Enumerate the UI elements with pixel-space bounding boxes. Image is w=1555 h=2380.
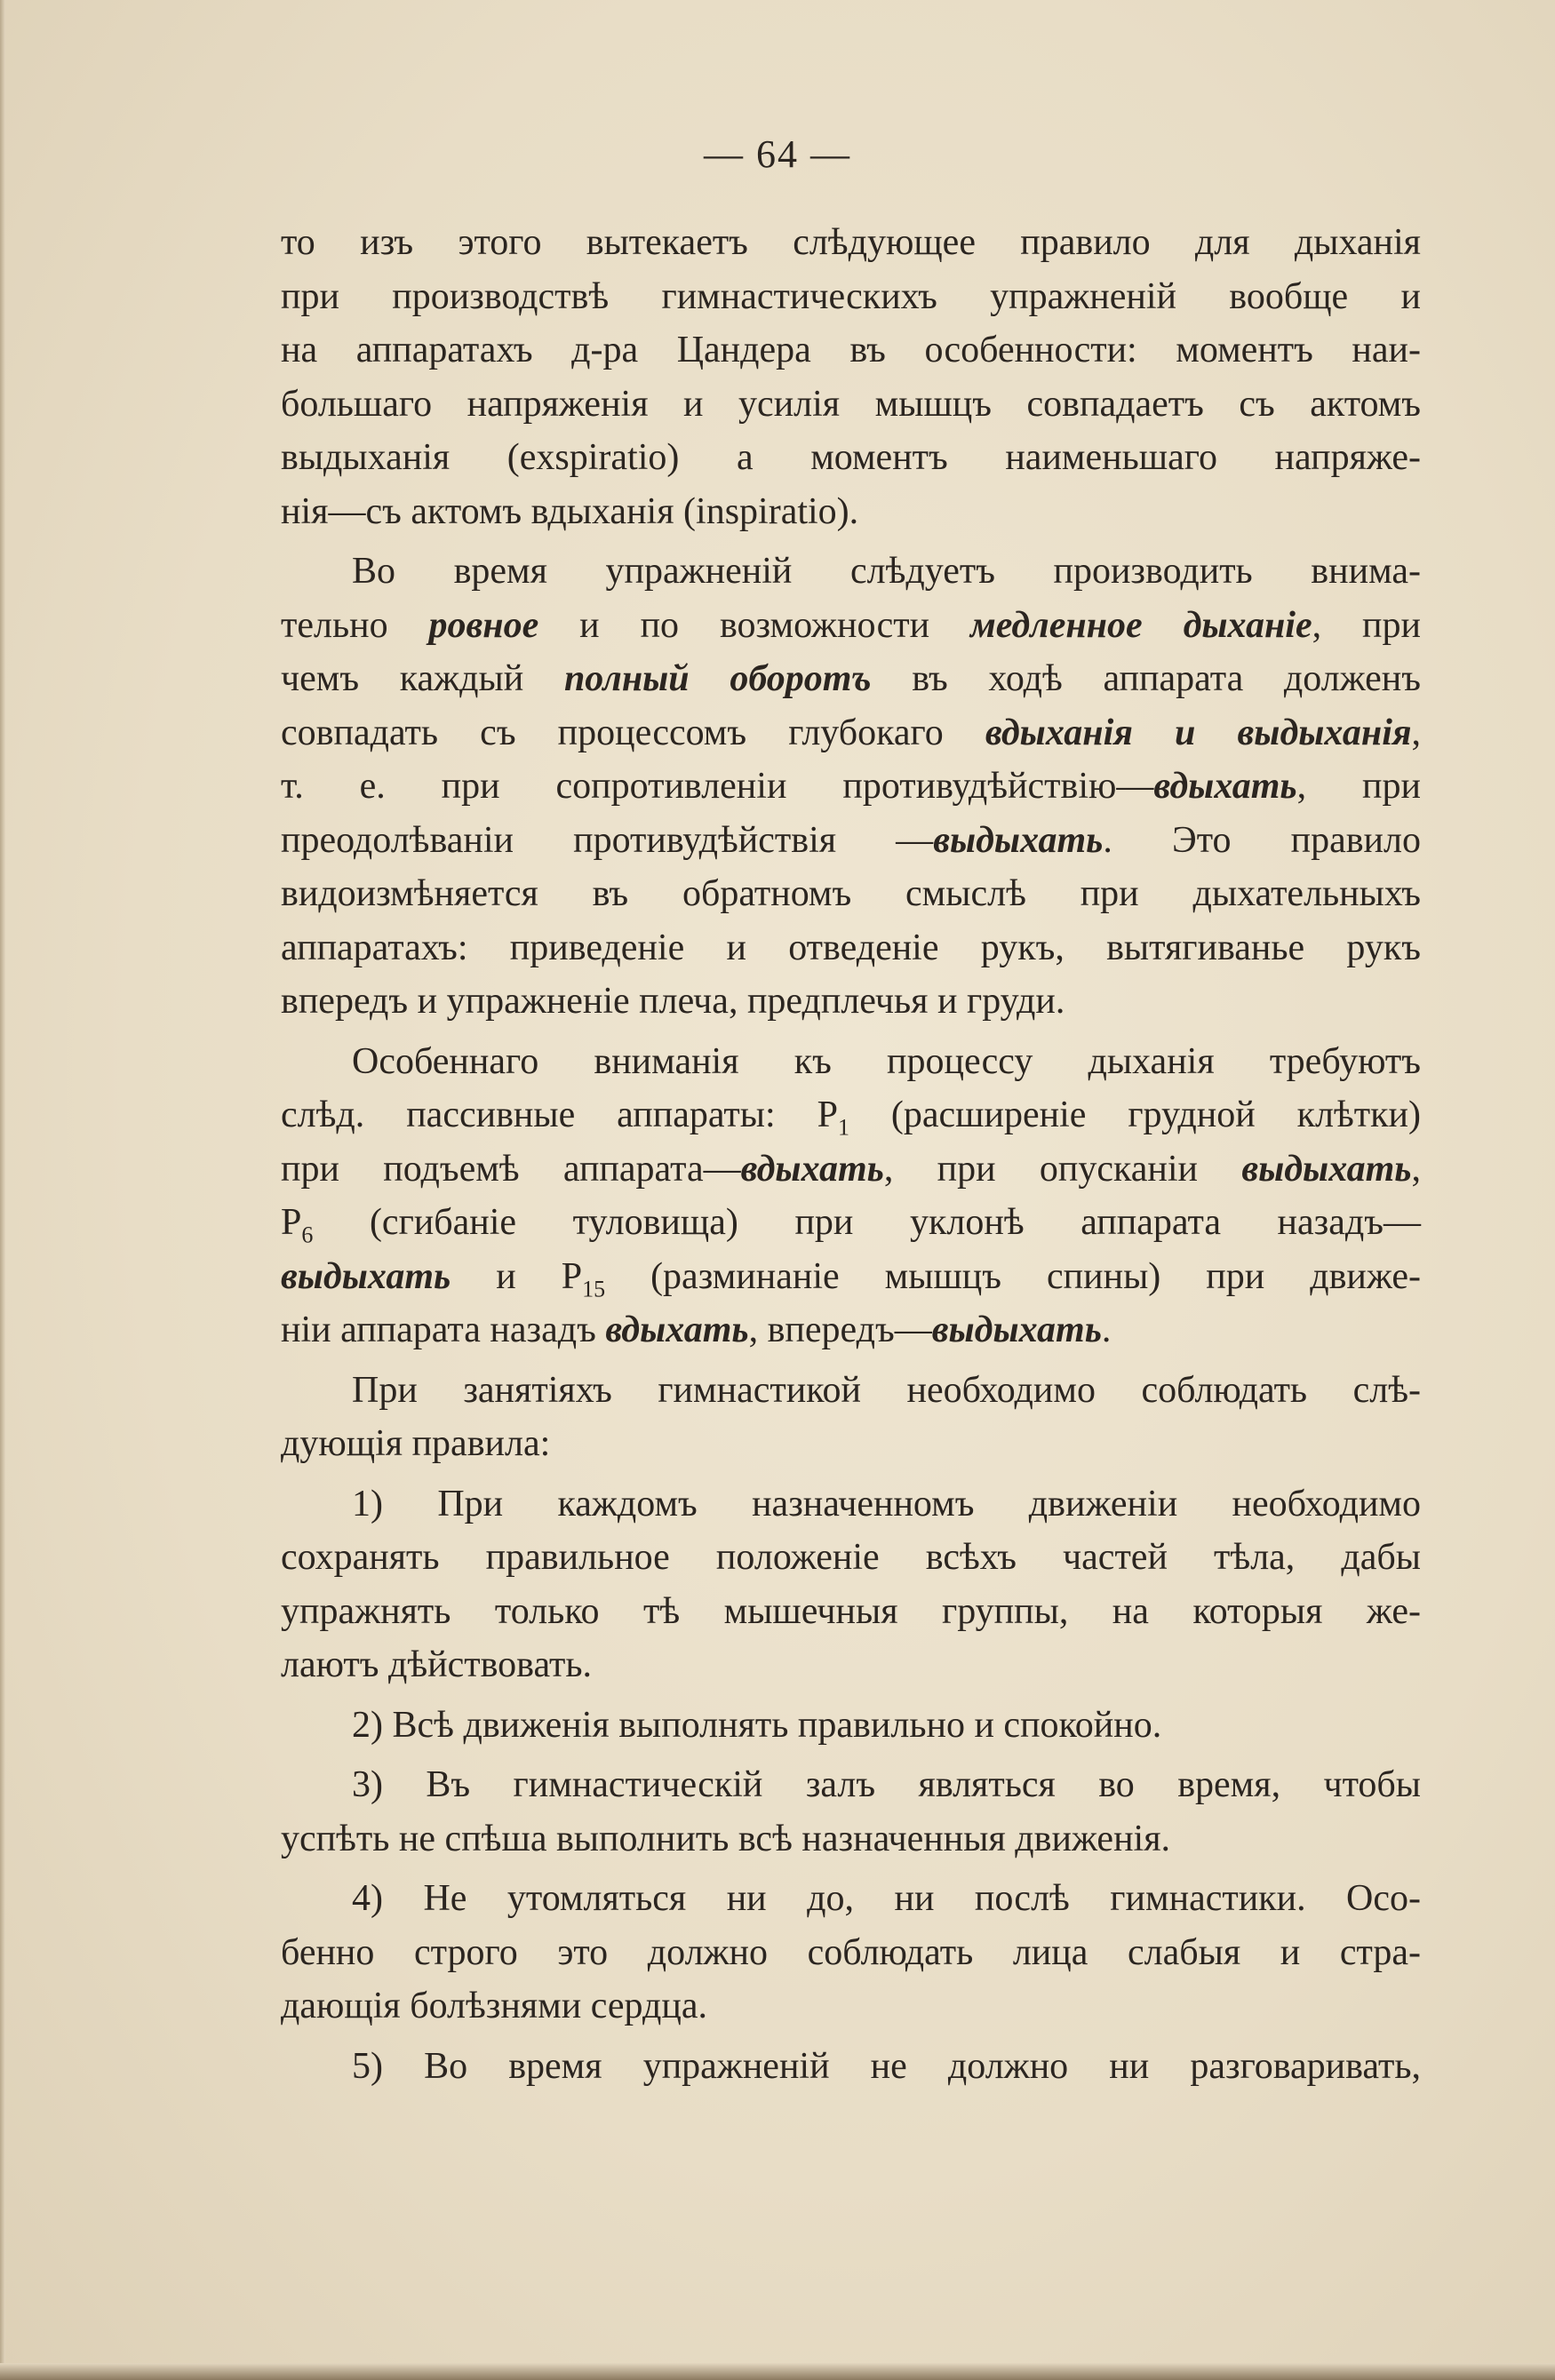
emphasis-text: полный оборотъ [563,658,872,699]
paragraph [281,545,1421,1029]
emphasis-text: вдыхать [1153,766,1297,807]
emphasis-text: вдыханія и выдыханія [985,712,1412,753]
text-segment: бенно строго это должно соблюдать лица слабыя и стра- [281,1931,1421,1973]
text-segment: При занятіяхъ гимнастикой необходимо соблюдать слѣ- [352,1369,1421,1411]
text-segment: . Это правило [1103,819,1421,861]
text-segment: видоизмѣняется въ обратномъ смыслѣ при дыхательныхъ [281,873,1421,914]
text-segment: (разминаніе мышцъ спины) при движе- [605,1255,1421,1297]
page-bottom-edge [0,2363,1555,2380]
text-line [281,1699,1421,1753]
text-segment: дающія болѣзнями сердца. [281,1986,707,2026]
text-segment: успѣть не спѣша выполнить всѣ назначенныя движенія. [281,1818,1171,1859]
emphasis-text: вдыхать [740,1148,884,1190]
text-segment: упражнять только тѣ мышечныя группы, на которыя же- [281,1590,1421,1632]
text-segment: аппаратахъ: приведеніе и отведеніе рукъ, вытягиванье рукъ [281,927,1421,968]
text-line [281,1585,1421,1639]
text-segment: совпадать съ процессомъ глубокаго [281,712,985,753]
subscript: 1 [837,1114,849,1141]
emphasis-text: выдыхать [931,1309,1102,1350]
text-line [281,599,1421,653]
text-segment: на аппаратахъ д-ра Цандера въ особенности: моментъ наи- [281,330,1421,370]
text-segment: и по возможности [538,604,970,646]
text-line [281,1477,1421,1532]
text-line [281,814,1421,868]
emphasis-text: выдыхать [933,819,1104,861]
text-line [281,1417,1421,1471]
paragraph [281,2040,1421,2094]
paragraph [281,216,1421,538]
paragraph [281,1035,1421,1357]
text-line [281,1035,1421,1089]
text-line [281,1872,1421,1926]
emphasis-text: выдыхать [281,1255,451,1297]
paragraph [281,1364,1421,1471]
text-segment: ніи аппарата назадъ [281,1309,606,1350]
text-line [281,545,1421,599]
page-number: — 64 — [704,132,851,176]
text-line [281,1250,1421,1304]
text-line [281,1926,1421,1980]
text-segment: , [1411,1148,1422,1190]
text-line [281,975,1421,1029]
text-segment: 5) Во время упражненій не должно ни разговаривать, [352,2045,1421,2087]
text-line [281,1196,1421,1250]
text-segment: (расширеніе грудной клѣтки) [849,1094,1421,1135]
text-line [281,1088,1421,1142]
text-segment: , при [1296,766,1422,807]
emphasis-text: медленное дыханіе [969,604,1312,646]
text-segment: 2) Всѣ движенія выполнять правильно и спокойно. [352,1704,1162,1746]
text-segment: при подъемѣ аппарата— [281,1148,741,1190]
text-segment: чемъ каждый [281,658,564,699]
text-segment: Особеннаго вниманія къ процессу дыханія требуютъ [352,1040,1421,1082]
page-left-edge [0,0,5,2380]
text-segment: преодолѣваніи противудѣйствія — [281,819,934,861]
text-segment: нія—съ актомъ вдыханія (inspiratio). [281,490,859,532]
text-segment: въ ходѣ аппарата долженъ [871,658,1421,699]
text-segment: выдыханія (exspiratio) а моментъ наименьшаго напряже- [281,437,1421,478]
text-line [281,485,1421,539]
text-line [281,216,1421,270]
text-segment: то изъ этого вытекаетъ слѣдующее правило для дыханія [281,222,1421,263]
text-segment: , впередъ— [748,1309,932,1350]
text-line [281,431,1421,485]
text-segment: P [281,1202,302,1243]
text-segment: , [1411,712,1421,753]
emphasis-text: выдыхать [1241,1148,1412,1190]
text-line [281,1364,1421,1418]
text-segment: (сгибаніе туловища) при уклонѣ аппарата назадъ— [313,1202,1421,1243]
text-line [281,1142,1421,1197]
text-segment: дующія правила: [281,1423,551,1464]
text-segment: Во время упражненій слѣдуетъ производить внима- [352,551,1421,592]
text-segment: 1) При каждомъ назначенномъ движеніи необходимо [352,1483,1421,1524]
text-line [281,652,1421,706]
text-line [281,270,1421,324]
text-segment: 3) Въ гимнастическій залъ являться во время, чтобы [352,1764,1421,1805]
text-segment: . [1101,1309,1112,1350]
paragraph [281,1699,1421,1753]
text-segment: сохранять правильное положеніе всѣхъ частей тѣла, дабы [281,1537,1421,1578]
text-line [281,921,1421,975]
subscript: 6 [301,1222,314,1248]
text-line [281,1303,1421,1357]
text-segment: слѣд. пассивные аппараты: P [281,1094,838,1135]
text-segment: т. е. при сопротивленіи противудѣйствію— [281,766,1154,807]
text-segment: лаютъ дѣйствовать. [281,1644,593,1685]
text-line [281,1979,1421,2034]
text-segment: , при [1312,604,1421,646]
text-segment: 4) Не утомляться ни до, ни послѣ гимнастики. Осо- [352,1878,1421,1919]
text-line [281,1758,1421,1812]
text-line [281,706,1421,760]
text-line [281,1531,1421,1585]
text-line [281,323,1421,378]
text-line [281,1638,1421,1692]
text-line [281,760,1421,814]
text-segment: , при опусканіи [883,1148,1242,1190]
text-segment: тельно [281,604,429,646]
text-line [281,2040,1421,2094]
emphasis-text: вдыхать [605,1309,749,1350]
subscript: 15 [582,1275,606,1301]
text-line [281,378,1421,432]
body-text [281,216,1421,2093]
paragraph [281,1758,1421,1866]
text-segment: при производствѣ гимнастическихъ упражненій вообще и [281,275,1421,317]
paragraph [281,1477,1421,1692]
text-line [281,867,1421,921]
text-segment: большаго напряженія и усилія мышцъ совпадаетъ съ актомъ [281,383,1421,425]
emphasis-text: ровное [428,604,539,646]
text-line [281,1812,1421,1867]
text-segment: впередъ и упражненіе плеча, предплечья и груди. [281,981,1065,1022]
text-segment: и P [451,1255,583,1297]
paragraph [281,1872,1421,2034]
